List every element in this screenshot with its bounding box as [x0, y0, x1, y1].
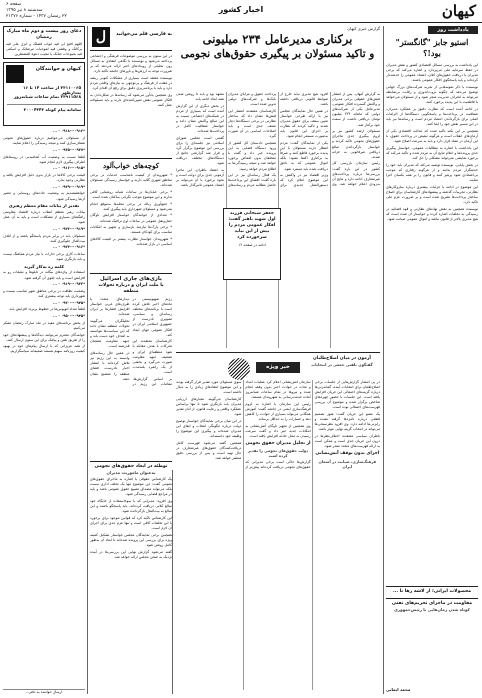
column-label: به فارسی قلم می‌خوانید — [116, 32, 172, 37]
page-number: صفحه ۶ — [6, 2, 22, 7]
readers-logo-icon — [6, 65, 24, 83]
sms-line: سامانه پیام کوتاه ۳۰۰۰۴۳۴۳ — [7, 104, 81, 112]
main-headline-line1: برکناری مدیرعامل ۲۳۴ میلیونی — [202, 32, 353, 46]
column-logo-icon: ل — [92, 27, 110, 47]
message-phone: *۰۹۱۶---۰۹۳۳ - ... — [52, 245, 85, 250]
special-news-item1-header — [304, 356, 380, 367]
column-rule — [383, 26, 384, 694]
section-header: کوچه‌های خواب‌آلود — [90, 158, 172, 171]
sub-header-2: با ملت ایران و درباره تحولات منطقه — [98, 283, 164, 294]
item-title: آزمون در میان اصلاح‌طلبان — [313, 356, 371, 361]
special-news-body — [176, 380, 380, 690]
box-subtitle: کوتاه شدن زمان‌هایی با رئیس‌جمهوری — [394, 607, 470, 612]
left-column-bottom-body: یک کارشناس حقوقی با اشاره به ماجرای حقوق‌های نجومی گفت: این موضوع تنها یک تخلف اداری نیست بلکه می‌تواند مصداق تضییع حقوق عمومی باشد و باید در مراجع قضایی رسیدگی شود. وی افزود: مدیرانی که با سوءاستفاده از جایگاه خود مبالغ کلانی دریافت کرده‌اند، باید پاسخگو باشند و این مبالغ به بیت‌المال بازگردانده شود. این کارشناس تاکید کرد که قوانین موجود برای برخورد با این تخلفات کافی است و تنها عزم جدی برای اجرای آن لازم است. همچنین برخی نمایندگان مجلس خواستار تشکیل کمیته ویژه برای بررسی این پرونده شده‌اند تا ابعاد آن به‌طور کامل روشن شود. گفته می‌شود گزارش نهایی این بررسی‌ها در آینده نزدیک به صحن مجلس ارائه خواهد شد. — [90, 477, 172, 559]
main-headline-line2: و تاکید مسئولان بر پیگیری حقوق‌های نجومی — [180, 48, 375, 60]
prayer-box-title: دعای روز بیست و دوم ماه مبارک رمضان — [6, 29, 82, 40]
left-column-body: * شهروندان از کیفیت نامناسب خدمات در برخی مناطق شهری گلایه دارند و خواستار رسیدگی مسئولان شده‌اند. * برخی خیابان‌ها در ساعات شبانه روشنایی کافی ندارند و این موضوع موجب نگرانی ساکنان شده است. * جمع‌آوری زباله در برخی محله‌ها به‌موقع انجام نمی‌شود و مسئولان شهرداری باید پیگیری کنند. * تعدادی از خوانندگان خواستار افزایش ناوگان حمل‌ونقل عمومی در ساعات اوج ترافیک شده‌اند. * برخی پارک‌ها نیازمند بازسازی و تجهیز به امکانات مناسب برای کودکان هستند. * شهروندان خواستار نظارت بیشتر بر قیمت کالاهای اساسی در بازار شده‌اند. — [90, 173, 172, 247]
phone-line-2: ۳۳۹۱۱۵۶۸ تمام ساعات شبانه‌روز — [13, 94, 81, 100]
item-subtitle: فرهنگ‌سازی، صیانت در آسمان ایران — [318, 458, 377, 469]
readers-box — [3, 62, 85, 126]
editorial-byline: محمد ایمانی — [386, 687, 411, 692]
editorial-body: این یادداشت به بررسی مسائل اقتصادی کشور و نقش مدیران در حفظ سرمایه ملی می‌پردازد و اشاره می‌کند که برخی مدیران با دریافت حقوق‌های کلان، اعتماد عمومی را خدشه‌دار کرده‌اند و باید پاسخگوی افکار عمومی باشند. نویسنده با ذکر نمونه‌هایی از تجربه شرکت‌های بزرگ جهانی توضیح می‌دهد که چگونه ثروت‌اندوزی و رقابت بی‌ضابطه می‌تواند به انحراف مدیریت منجر شود و از مسئولان می‌خواهد با قاطعیت با این پدیده برخورد کنند. در ادامه آمده است که نظارت دقیق بر عملکرد مدیران، شفافیت در پرداخت‌ها و پاسخگویی دستگاه‌ها از الزامات اصلی برای بازگرداندن اعتماد مردم است و رسانه‌ها نیز باید در این مسیر نقش خود را ایفا کنند. همچنین بر این نکته تاکید شده که عدالت اقتصادی یکی از آرمان‌های انقلاب است و هرگونه تبعیض در پرداخت حقوق، با این آرمان در تضاد قرار دارد و باید به سرعت اصلاح شود. این یادداشت با اشاره به مطالبات عمومی، خواستار پیگیری جدی پرونده‌ها و اعلام نتایج آن به مردم شده و تاکید می‌کند که برخورد نمایشی نمی‌تواند مشکلی را حل کند. در بخش پایانی، نویسنده توصیه می‌کند که مدیران باید خود را خدمتگزار مردم بدانند و از هرگونه رفتاری که موجب بی‌اعتمادی شود پرهیز کنند و قانون را بر همه یکسان اجرا نمایند. این موضوع در ادامه با جزئیات بیشتری درباره سازوکارهای نظارتی، تجربیات گذشته و پیشنهادهای کارشناسان برای اصلاح ساختار پرداخت‌ها تشریح شده است و بر ضرورت عزم ملی تاکید دارد. نویسنده همچنین به نقش نهادهای نظارتی و قوه قضائیه در رسیدگی به تخلفات اشاره کرده و خواستار آن شده است که هیچ مدیری بالاتر از قانون نباشد و اموال عمومی صیانت شود. — [386, 63, 478, 221]
right-box-1 — [386, 586, 478, 595]
sub-header: بازی‌های جاری اسرائیل — [90, 273, 172, 283]
bottom-title: توطئه در ابعاد حقوق‌های نجومی — [90, 461, 172, 470]
spiral-logo-icon — [228, 358, 250, 380]
prayer-box-text: اللهم افتح لی فیه ابواب فضلک و انزل علی فیه برکاتک و وفقنی فیه لموجبات مرضاتک و اسکنی فیه بحبوحات جناتک یا مجیب دعوة المضطرین — [6, 42, 82, 56]
main-story-header — [175, 26, 380, 86]
page-section-title: اخبار کشور — [218, 5, 264, 14]
column-rule — [87, 26, 88, 694]
column-footer: ارسال خواننده به دفتر... — [3, 689, 85, 694]
message-phone: *۰۹۱۹---۰۹۳۹ - ... — [52, 184, 85, 189]
masthead — [0, 0, 482, 23]
column-rule — [172, 470, 173, 694]
special-news-section — [176, 356, 380, 694]
item-title: از تجلیل مدیران حقوق نجومی — [245, 440, 311, 446]
messages-subhead: کلمه ره به‌کار گیرید — [23, 263, 65, 269]
quote-text: جعفر سبحانی فرزند اول شهید باهنر گفت: افکار عمومی مردم را بیش از این نباید سرخورده کرد — [228, 211, 276, 240]
issue-date: سه‌شنبه ۸ تیر ۱۳۹۵ — [6, 8, 43, 13]
readers-messages: *۰۹۱۲---۰۹۱۸ - ... از مسئولان می‌خواهیم درباره حقوق‌های نجومی شفاف‌سازی کنند و نتیجه رسیدگی را اعلام نمایند. *۰۹۳۷---۰۹۳۵ - ... لطفا نسبت به وضعیت آب آشامیدنی در روستاهای اطراف پیگیری لازم انجام شود. *۰۹۱۵---۰۹۱۶ - ... قیمت برخی کالاها در بازار بدون دلیل افزایش یافته و نظارتی وجود ندارد. *۰۹۱۹---۰۹۳۹ - ... خواهشمندیم به وضعیت جاده‌های روستایی و تعمیر آن‌ها رسیدگی شود. تقدیر از بیانات مقام معظم رهبری بیانات رهبر معظم انقلاب درباره اقتصاد مقاومتی راهگشای بسیاری از مشکلات است و باید به آن عمل شود. *۰۹۱۹---۰۹۳۳ - ... مسئولان باید در برابر مردم پاسخگو باشند و از اتلاف بیت‌المال جلوگیری کنند. *۰۹۱۶---۰۹۳۳ - ... ساعات کاری برخی ادارات با نیاز مردم هماهنگ نیست و باید بازنگری شود. کلمه ره به‌کار گیرید استفاده از واژه‌های بیگانه در تابلوها و تبلیغات رو به افزایش است و باید جلوی آن گرفته شود. *۰۹۳۳---۰۹۱۹ - ... وضعیت نظافت در برخی مناطق شهر مناسب نیست و شهرداری باید توجه بیشتری کند. *۰۹۴۵---۰۹۳۰ - ... لطفاً تعداد اتوبوس‌ها در خطوط پرتردد افزایش یابد. *۰۹۴۵---۰۹۵۰ - ... از پخش برنامه‌های مفید در ماه مبارک رمضان تشکر می‌کنیم. خوانندگان محترم می‌توانند دیدگاه‌ها و پیشنهادهای خود را از طریق تلفن و پیامک برای این ستون ارسال کنند. از همه عزیزانی که با ارسال پیام‌های خود در بهبود کیفیت روزنامه سهیم هستند صمیمانه سپاسگزاریم. — [3, 129, 85, 354]
issue-number: ۲۲ رمضان ۱۴۳۷ - شماره ۲۱۳۷۶ — [6, 14, 67, 19]
message-phone: *۰۹۴۵---۰۹۵۰ - ... — [52, 314, 85, 319]
main-story-text: به گزارش کیهان، پس از انتشار فیش‌های حقوقی برخی مدیران و واکنش گسترده افکار عمومی، مدیرعامل یکی از شرکت‌های دولتی که ماهانه ۲۳۴ میلیون تومان دریافتی داشت از سمت خود برکنار شد. مسئولان ارشد کشور نیز بر لزوم پیگیری جدی ماجرای حقوق‌های نجومی تاکید کردند و خواستار بازگرداندن مبالغ دریافتی غیرقانونی به خزانه شدند. رئیس سازمان بازرسی کل کشور در این باره گفت: بررسی‌ها درباره پرداخت‌های غیرمتعارف ادامه دارد و نتایج آن به‌زودی اعلام خواهد شد. وی افزود هیچ مدیری نباید خارج از ضوابط قانونی دریافتی داشته باشد. در همین حال نمایندگان مجلس نیز با ارائه طرحی خواستار تعیین سقف برای حقوق مدیران شدند و تاکید کردند که نظارت بر اجرای این قانون باید به‌صورت مستمر انجام شود. یکی از نمایندگان گفت: مردم انتظار دارند مسئولان با این پدیده برخورد قاطع کنند و صرفاً به برکناری اکتفا نشود؛ بلکه اموال عمومی که به ناحق دریافت شده باید مسترد شود. وزیر اقتصاد نیز در واکنش به این موضوع اعلام کرد که دستورالعمل جدیدی برای پرداخت حقوق و مزایای مدیران بانک‌ها و شرکت‌های دولتی تدوین شده است. کارشناسان معتقدند انتشار این فیش‌ها نشان داد که ساختار نظارتی در برخی دستگاه‌ها دچار ضعف جدی است و باید اصلاحات اساسی در آن صورت گیرد. همچنین دادستان کل کشور از ورود دستگاه قضایی به این پرونده خبر داد و گفت با متخلفان بدون اغماض برخورد خواهد شد و نتیجه رسیدگی‌ها به اطلاع مردم خواهد رسید. یک فعال رسانه‌ای نیز در این باره گفت: افشای این پرداخت‌ها حاصل مطالبه مردم و رسانه‌های متعهد بود و باید تا روشن شدن همه ابعاد ادامه یابد. در بخش دیگری از این گزارش آمده است که بسیاری از مردم در شبکه‌های اجتماعی نسبت به این مبالغ واکنش نشان داده و خواستار شفافیت کامل در پرداخت‌ها شده‌اند. گفتنی است مجلس شورای اسلامی نیز جلسه‌ای را برای بررسی این موضوع برگزار کرد و قرار شد گزارشی جامع از دستگاه‌های مختلف دریافت شود. به اعتقاد ناظران، این ماجرا آزمونی جدی برای دولت است و نحوه برخورد با آن می‌تواند بر اعتماد عمومی تاثیرگذار باشد. — [176, 92, 380, 188]
bottom-subtitle: به‌عنوان ماموریت مدیران — [106, 470, 156, 475]
special-news-header — [176, 356, 380, 380]
box-title: مقاومت در ماجرای تحریم‌های نفتی — [391, 601, 473, 606]
far-left-column — [3, 26, 85, 694]
date-line — [6, 2, 67, 20]
message-phone: *۰۹۱۵---۰۹۱۶ - ... — [52, 166, 85, 171]
column-label: یادداشت روز — [428, 26, 478, 34]
newspaper-logo: کیهان — [441, 2, 476, 20]
message-phone: *۰۹۳۳---۰۹۱۹ - ... — [52, 282, 85, 287]
readers-title: کیهان و خوانندگان — [35, 66, 81, 73]
box-title: محصولات ایرانی؛ از لاشه رها تا ... — [392, 589, 472, 594]
prayer-box — [3, 26, 85, 59]
special-news-text: در پی انتشار گزارش‌هایی از جلسات برخی اصلاح‌طلبان برای انتخابات آینده، گمانه‌زنی‌ها درباره گزینه‌های احتمالی این جریان افزایش یافته است. این جلسات با حضور چهره‌های شاخص برگزار شده و موضوع آن بررسی فهرست‌های احتمالی بوده است. یک عضو این جریان گفت: هنوز تصمیم قطعی درباره نامزدها گرفته نشده و رایزنی‌ها ادامه دارد. وی افزود نظرسنجی‌ها می‌تواند در انتخاب گزینه نهایی موثر باشد. ناظران سیاسی معتقدند اختلاف‌نظرها در درون این جریان جدی است و ممکن است به ارائه فهرست‌های متعدد منجر شود. اجرای بدون توقف آتش‌نشانی فرهنگ‌سازی، صیانت در آسمان ایران سازمان آتش‌نشانی اعلام کرد عملیات امداد و نجات در حوادث اخیر بدون وقفه انجام شده و نیروها در تمام ساعات شبانه‌روز آماده خدمت‌رسانی به شهروندان هستند. رئیس این سازمان با اشاره به لزوم فرهنگ‌سازی ایمنی در جامعه گفت: آموزش همگانی می‌تواند بسیاری از حوادث را کاهش دهد و خسارات را به حداقل برساند. وی همچنین از تجهیز ناوگان آتش‌نشانی به امکانات جدید خبر داد و گفت سرعت رسیدن به محل حادثه افزایش یافته است. از تجلیل مدیران حقوق نجومی دولت حقوق‌های نجومی را تقدیر کرده است گزارش‌ها حاکی است برخی مدیرانی که حقوق‌های نجومی دریافت کرده‌اند پیش‌تر از سوی مسئولان مورد تقدیر قرار گرفته بودند و این موضوع انتقادهای زیادی را به دنبال داشته است. کارشناسان می‌گویند معیارهای ارزیابی مدیران باید بازنگری شود تا تنها براساس عملکرد واقعی و رعایت قانون، از آنان تقدیر شود. در این میان برخی نمایندگان خواستار توضیح دولت درباره چگونگی انتخاب و ابقای این مدیران شده‌اند و پیگیری این موضوع را وظیفه خود دانسته‌اند. همچنین گفته می‌شود فهرست کامل دریافت‌کنندگان حقوق‌های غیرمتعارف در حال تهیه است و پس از بررسی دقیق منتشر خواهد شد. — [176, 380, 380, 470]
phone-line-1: ۳۳۱۱۰۰۶۵ از ساعت ۱۴ تا ۱۶ بعدازظهر — [23, 85, 81, 96]
special-news-label: خبر ویژه — [256, 362, 300, 373]
quote-box — [223, 208, 281, 280]
left-middle-column — [90, 26, 172, 694]
right-column — [386, 26, 478, 694]
item-subtitle: گفتگوی تلفنی جمعی در انتخابات — [311, 362, 373, 367]
left-column-intro: در این ستون به بررسی موضوعات فرهنگی و اجتماعی پرداخته می‌شود و نویسنده با نگاهی انتقادی به مسائل روز، تحلیلی از رویدادهای اخیر ارائه می‌دهد که بر ضرورت توجه به ارزش‌ها و باورهای جامعه تاکید دارد. نویسنده معتقد است بسیاری از مشکلات کنونی ریشه در غفلت از فرهنگ و بی‌توجهی به نیازهای واقعی مردم دارد و باید با برنامه‌ریزی دقیق برای رفع آن اقدام کرد. وی همچنین یادآور می‌شود که رسانه‌ها در شکل‌دادن به افکار عمومی نقش تعیین‌کننده‌ای دارند و باید مسئولانه عمل کنند. — [90, 54, 172, 108]
item-title: اجرای بدون توقف آتش‌نشانی — [315, 451, 380, 456]
message-phone: *۰۹۱۹---۰۹۳۳ - ... — [52, 226, 85, 231]
left-column-header — [90, 26, 172, 51]
editorial-headline: استیو جابز "گانگستر" بود!؟ — [395, 37, 469, 58]
item-subtitle: دولت حقوق‌های نجومی را تقدیر کرده است — [247, 448, 309, 459]
messages-subhead: تقدیر از بیانات مقام معظم رهبری — [8, 203, 80, 209]
left-column-article: رژیم صهیونیستی در ماه‌های اخیر تلاش کرده است با برنامه‌های مختلف رسانه‌ای و سیاسی، تصویری نادرست از جمهوری اسلامی ایران در افکار عمومی جهان ایجاد کند. کارشناسان معتقدند این تحرکات با هدف مقابله با نفوذ منطقه‌ای ایران و تضعیف جبهه مقاومت صورت می‌گیرد و بخشی از یک راهبرد بلندمدت است. بر اساس گزارش‌ها، مقامات این رژیم در دیدارهای متعدد با طرف‌های غربی خواستار افزایش فشارها بر ایران شده‌اند. تحلیلگران می‌گویند تحولات منطقه نشان داده که این سیاست‌ها نتوانسته به اهداف خود دست یابد و جبهه مقاومت همچنان قدرتمند است. در همین حال رسانه‌های وابسته به این رژیم نیز تلاش کرده‌اند با انتشار اخبار نادرست، فضای منطقه را متشنج نشان دهند. — [90, 297, 172, 386]
message-phone: *۰۹۴۵---۰۹۳۰ - ... — [52, 300, 85, 305]
right-box-2 — [386, 598, 478, 612]
section-divider — [176, 352, 380, 354]
quote-continue: ادامه در صفحه ۱۲ — [238, 243, 266, 247]
message-phone: *۰۹۳۷---۰۹۳۵ - ... — [52, 147, 85, 152]
message-phone: *۰۹۱۲---۰۹۱۸ - ... — [52, 129, 85, 134]
story-kicker: گزارش خبری کیهان — [347, 26, 380, 31]
